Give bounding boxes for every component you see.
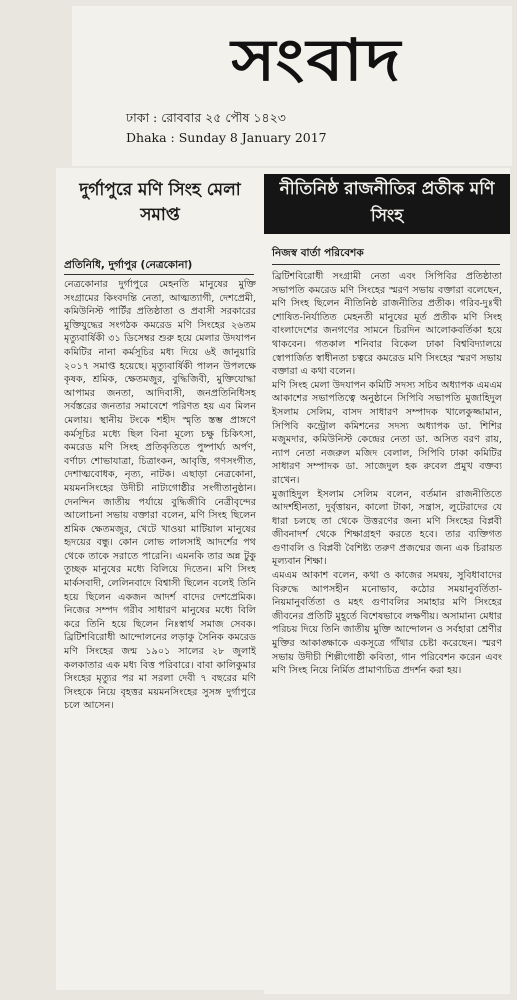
left-article-divider: [64, 274, 254, 275]
right-article-paragraph: মণি সিংহ মেলা উদযাপন কমিটি সদস্য সচিব অধ্যাপক এমএম আকাশের সভাপতিত্বে অনুষ্ঠানে সিপিবি সভাপতি মুজাহিদুল ইসলাম সেলিম, বাসদ সাধারণ সম্পাদক খালেকুজ্জামান, সিপিবি কন্ট্রোল কমিশনের সদস্য অধ্যাপক ডা. শিশির মজুমদার, কমিউনিস্ট কেন্দ্রের নেতা ডা. অসিত বরণ রায়, ন্যাপ নেতা নজরুল মজিদ বেলাল, সিপিবি ঢাকা কমিটির সাধারণ সম্পাদক ডা. সাজেদুল হক রুবেল প্রমুখ বক্তব্য রাখেন।: [272, 379, 502, 486]
date-bengali: ঢাকা : রোববার ২৫ পৌষ ১৪২৩: [126, 110, 286, 125]
right-article-headline: নীতিনিষ্ঠ রাজনীতির প্রতীক মণি সিংহ: [264, 174, 510, 234]
right-article-paragraph: মুজাহিদুল ইসলাম সেলিম বলেন, বর্তমান রাজনীতিতে আদর্শহীনতা, দুর্বৃত্তায়ন, কালো টাকা, সন্ত্রাস, লুটেরাদের যে ধারা চলছে তা থেকে উত্তরণের জন্য মণি সিংহের বিপ্লবী জীবনাদর্শ থেকে শিক্ষাগ্রহণ করতে হবে। তার ব্যক্তিগত গুণাবলি ও বিপ্লবী বৈশিষ্ট্য তরুণ প্রজন্মের জন্য এক চিরায়ত মূল্যবান শিক্ষা।: [272, 488, 502, 568]
left-article-byline: প্রতিনিধি, দুর্গাপুর (নেত্রকোনা): [64, 259, 193, 271]
right-article-paragraph: এমএম আকাশ বলেন, কথা ও কাজের সমন্বয়, সুবিধাবাদের বিরুদ্ধে আপসহীন মনোভাব, কঠোর সময়ানুবর্তিতা- নিয়মানুবর্তিতা ও মহৎ গুণাবলির সমাহার মণি সিংহের জীবনের প্রতিটি মুহূর্তে বিশেষভাবে লক্ষণীয়। অসামান্য মেধার পরিচয় দিয়ে তিনি জাতীয় মুক্তি আন্দোলন ও সর্বহারা শ্রেণীর মুক্তির আকাঙ্ক্ষাকে একসূত্রে গাঁথার চেষ্টা করেছেন। স্মরণ সভায় উদীচী শিল্পীগোষ্ঠী কবিতা, গান পরিবেশন করেন এবং মণি সিংহ নিয়ে নির্মিত প্রামাণ্যচিত্র প্রদর্শন করা হয়।: [272, 570, 502, 677]
right-article-paragraph: ব্রিটিশবিরোধী সংগ্রামী নেতা এবং সিপিবির প্রতিষ্ঠাতা সভাপতি কমরেড মণি সিংহের স্মরণ সভায় বক্তারা বলেছেন, মণি সিংহ ছিলেন নীতিনিষ্ঠ রাজনীতির প্রতীক। গরিব-দুঃখী শোষিত-নির্যাতিত মেহনতী মানুষের মূর্ত প্রতীক মণি সিংহ বাংলাদেশের জনগণের সামনে চিরদিন আলোকবর্তিকা হয়ে থাকবেন। গতকাল শনিবার বিকেল ঢাকা বিশ্ববিদ্যালয়ে স্বোপার্জিত স্বাধীনতা চত্বরে কমরেড মণি সিংহের স্মরণ সভায় বক্তারা এ কথা বলেন।: [272, 271, 502, 378]
right-article-clipping: [264, 168, 510, 994]
masthead: [72, 6, 512, 166]
right-article-divider: [272, 264, 500, 265]
left-article-paragraph: নেত্রকোনার দুর্গাপুরে মেহনতি মানুষের মুক্তি সংগ্রামের কিংবদন্তি নেতা, আত্মত্যাগী, দেশপ্রেমী, কমিউনিস্ট পার্টির প্রতিষ্ঠাতা ও প্রবাসী সরকারের মুক্তিযুদ্ধের সংগঠক কমরেড মণি সিংহের ২৬তম মৃত্যুবার্ষিকী ৩১ ডিসেম্বর শুরু হয়ে মেলার উদযাপন কমিটির নানা কর্মসূচির মধ্য দিয়ে ৬ই জানুয়ারি ২০১৭ সমাপ্ত হয়েছে। মৃত্যুবার্ষিকী পালন উপলক্ষে কৃষক, শ্রমিক, ক্ষেতমজুর, বুদ্ধিজিবী, মুক্তিযোদ্ধা আপামর জনতা, আদিবাসী, জনপ্রতিনিধিসহ সর্বস্তরের জনতার সমাবেশে পরিণত হয় এব মিলন মেলায়। স্থানীয় টংকে শহীদ স্মৃতি স্তম্ভ প্রাঙ্গণে কর্মসূচির মধ্যে ছিল বিনা মূল্যে চক্ষু চিকিৎসা, কমরেড মণি সিংহ প্রতিকৃতিতে পুষ্পার্ঘ্য অর্পণ, বর্ণাঢ্য শোভাযাত্রা, চিত্রাংকন, আবৃত্তি, গণসংগীত, দেশাত্মবোধক, নৃত্য, নাটক। এছাড়া নেত্রকোনা, ময়মনসিংহের উদীচী নাট্যগোষ্ঠীর সংগীতানুষ্ঠান। দেনন্দিন জাতীয় পর্যায়ে বুদ্ধিজীবি নেত্রীবৃন্দের আলোচনা সভায় বক্তারা বলেন, মণি সিংহ ছিলেন শ্রমিক ক্ষেতমজুর, খেটে খাওয়া মাটিয়াল মানুষের হৃদয়ের বন্ধু। কোন লোভ লালসাই আদর্শের পথ থেকে তাকে সরাতে পারেনি। এমনকি তার অন্ন টুকু তুচ্ছক মানুষের মধ্যে বিলিয়ে দিতেন। মণি সিংহ মার্কসবাদী, লেলিনবাদে বিশ্বাসী ছিলেন বলেই তিনি হয়ে ছিলেন একজন আদর্শ বাদের দেশপ্রেমিক। নিজের সম্পদ গরীব সাধারণ মানুষের মধ্যে বিলি করে তিনি হয়ে ছিলেন নিঃস্বার্থ সমাজ সেবক। ব্রিটিশবিরোধী আন্দোলনের লড়াকু সৈনিক কমরেড মণি সিংহের জন্ম ১৯০১ সালের ২৮ জুলাই কলকাতার এক মধ্য বিত্ত পরিবারে। বাবা কালিকুমার সিংহের মৃত্যুর পর মা সরলা দেবী ৭ বছরের মণি সিংহকে নিয়ে বৃহত্তর ময়মনসিংহের সুসঙ্গ দুর্গাপুরে চলে আসেন।: [64, 279, 256, 712]
left-article-clipping: [56, 168, 264, 990]
right-article-byline: নিজস্ব বার্তা পরিবেশক: [272, 247, 364, 259]
newspaper-logo: সংবাদ: [231, 26, 403, 94]
right-article-body: [272, 270, 502, 992]
left-article-headline: দুর্গাপুরে মণি সিংহ মেলা সমাপ্ত: [79, 180, 241, 225]
left-article-body: [64, 278, 256, 986]
date-english: Dhaka : Sunday 8 January 2017: [126, 130, 327, 145]
